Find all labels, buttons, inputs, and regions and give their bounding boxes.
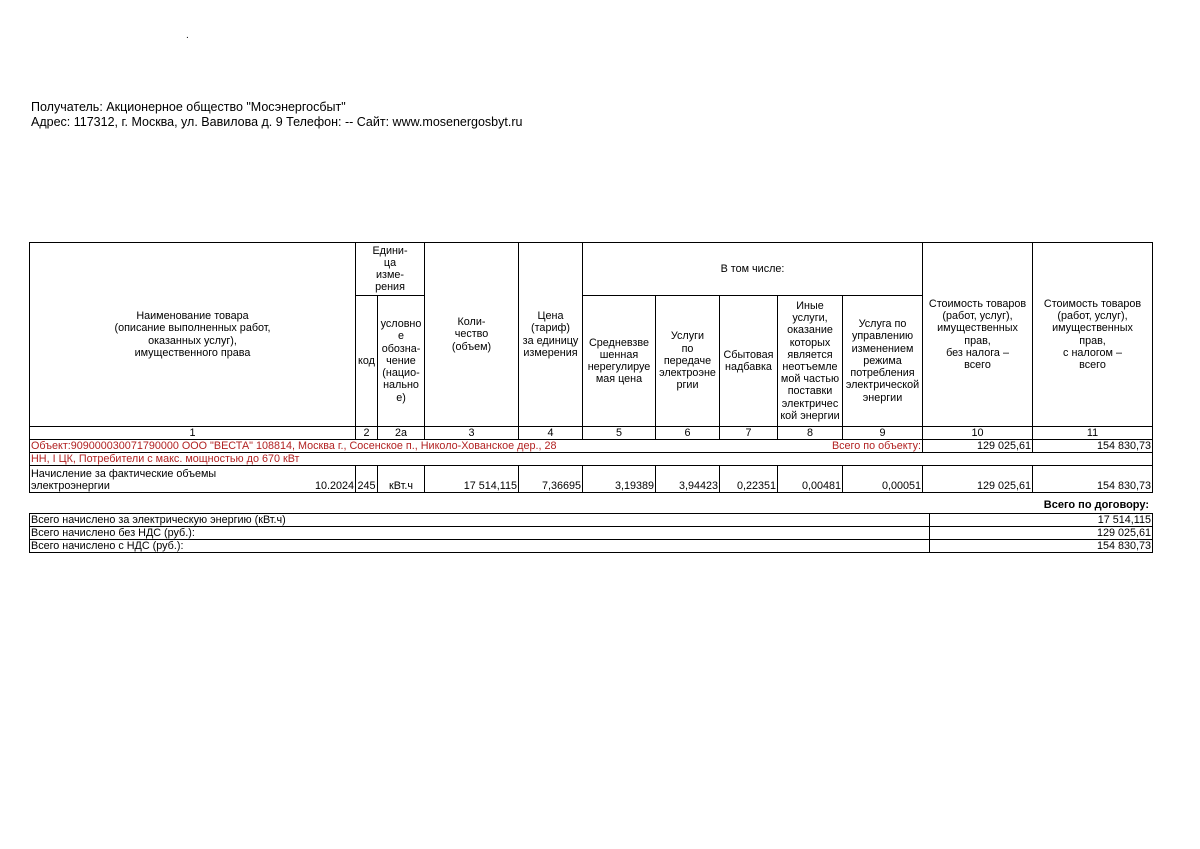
col-num: 7: [720, 427, 778, 440]
row-other: 0,00481: [778, 466, 843, 493]
col-header-avg-price: Средневзве шенная нерегулируе мая цена: [583, 296, 656, 427]
col-header-other-services: Иные услуги, оказание которых является неотъемле мой частью поставки электричес кой энергии: [778, 296, 843, 427]
col-header-price: Цена (тариф) за единицу измерения: [519, 243, 583, 427]
col-header-unit-group: Едини- ца изме- рения: [356, 243, 425, 296]
col-header-transfer: Услуги по передаче электроэне ргии: [656, 296, 720, 427]
tariff-line: НН, I ЦК, Потребители с макс. мощностью до 670 кВт: [30, 453, 1153, 466]
recipient-line: Получатель: Акционерное общество "Мосэнергосбыт": [31, 100, 346, 114]
object-line: Объект:909000030071790000 ООО "ВЕСТА" 108814, Москва г., Сосенское п., Николо-Хованское дер., 28: [30, 440, 720, 453]
row-gross: 154 830,73: [1033, 466, 1153, 493]
col-header-name: Наименование товара (описание выполненных работ, оказанных услуг), имущественного права: [30, 243, 356, 427]
header-dot: .: [186, 30, 189, 41]
col-num: 2: [356, 427, 378, 440]
row-period: 10.2024: [314, 480, 354, 493]
totals-row: [30, 527, 1153, 540]
table-row: [30, 466, 1153, 493]
col-header-unit-name: условно е обозна- чение (нацио- нально е): [378, 296, 425, 427]
contract-total-title: Всего по договору:: [1043, 499, 1149, 511]
row-avg: 3,19389: [583, 466, 656, 493]
col-num: 8: [778, 427, 843, 440]
row-code: 245: [356, 466, 378, 493]
col-num: 4: [519, 427, 583, 440]
col-num: 3: [425, 427, 519, 440]
col-header-cost-net: Стоимость товаров (работ, услуг), имущественных прав, без налога – всего: [923, 243, 1033, 427]
row-qty: 17 514,115: [425, 466, 519, 493]
totals-row: [30, 514, 1153, 527]
invoice-table: [29, 242, 1153, 493]
totals-row: [30, 540, 1153, 553]
totals-value: 154 830,73: [930, 540, 1153, 553]
object-total-gross: 154 830,73: [1033, 440, 1153, 453]
totals-label: Всего начислено за электрическую энергию (кВт.ч): [30, 514, 930, 527]
row-name: Начисление за фактические объемы электроэнергии 10.2024: [30, 466, 356, 493]
column-numbers-row: [30, 427, 1153, 440]
totals-value: 129 025,61: [930, 527, 1153, 540]
col-num: 5: [583, 427, 656, 440]
totals-value: 17 514,115: [930, 514, 1153, 527]
tariff-row: [30, 453, 1153, 466]
col-header-mgmt-service: Услуга по управлению изменением режима потребления электрической энергии: [843, 296, 923, 427]
totals-table: [29, 513, 1153, 553]
object-row: [30, 440, 1153, 453]
col-num: 11: [1033, 427, 1153, 440]
col-num: 10: [923, 427, 1033, 440]
object-total-net: 129 025,61: [923, 440, 1033, 453]
col-header-cost-gross: Стоимость товаров (работ, услуг), имущественных прав, с налогом – всего: [1033, 243, 1153, 427]
totals-label: Всего начислено без НДС (руб.):: [30, 527, 930, 540]
col-num: 2a: [378, 427, 425, 440]
row-transfer: 3,94423: [656, 466, 720, 493]
col-header-including: В том числе:: [583, 243, 923, 296]
object-total-label: Всего по объекту:: [720, 440, 923, 453]
row-mgmt: 0,00051: [843, 466, 923, 493]
row-price: 7,36695: [519, 466, 583, 493]
col-num: 6: [656, 427, 720, 440]
row-unit: кВт.ч: [378, 466, 425, 493]
address-line: Адрес: 117312, г. Москва, ул. Вавилова д. 9 Телефон: -- Сайт: www.mosenergosbyt.ru: [31, 115, 523, 129]
row-markup: 0,22351: [720, 466, 778, 493]
col-header-qty: Коли- чество (объем): [425, 243, 519, 427]
totals-label: Всего начислено с НДС (руб.):: [30, 540, 930, 553]
col-header-markup: Сбытовая надбавка: [720, 296, 778, 427]
col-num: 9: [843, 427, 923, 440]
row-net: 129 025,61: [923, 466, 1033, 493]
col-num: 1: [30, 427, 356, 440]
col-header-code: код: [356, 296, 378, 427]
